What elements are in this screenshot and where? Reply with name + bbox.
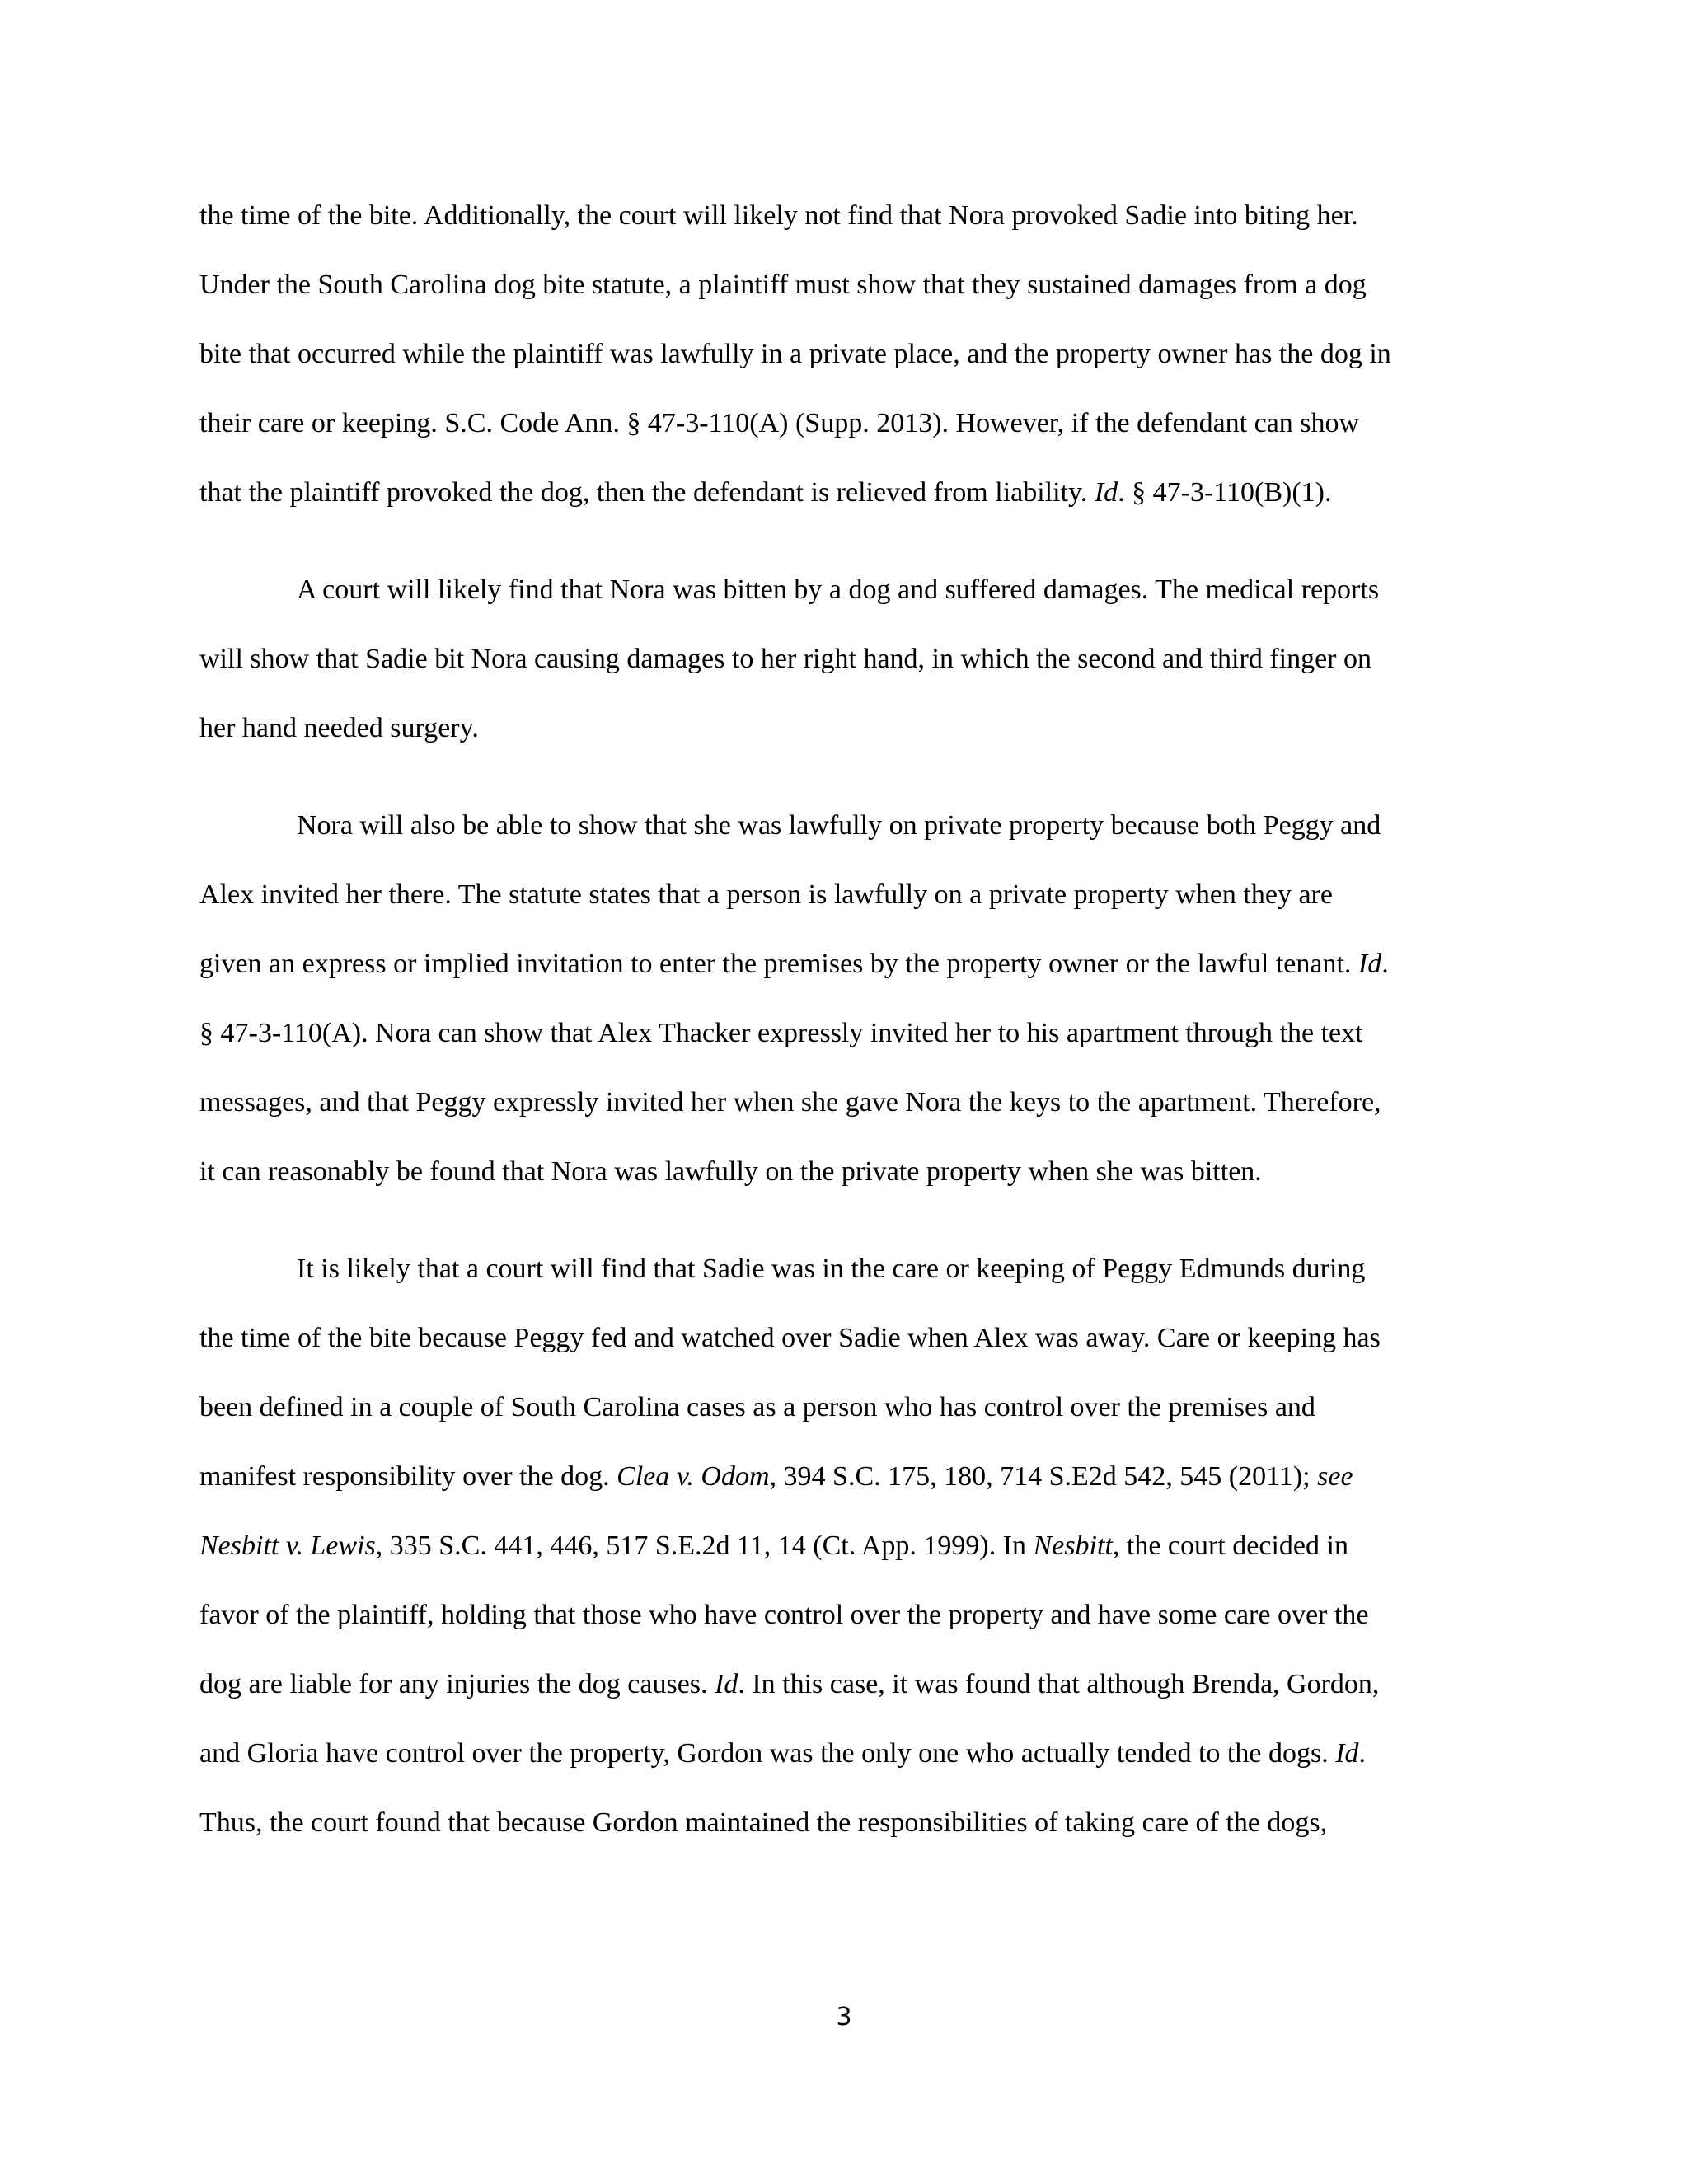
citation-italic: Id: [1357, 949, 1382, 979]
paragraph-gap: [199, 773, 1490, 801]
citation-italic: Id: [715, 1669, 738, 1699]
text-line: her hand needed surgery.: [199, 713, 479, 743]
text-line: A court will likely find that Nora was bitten by a dog and suffered damages. The medical reports: [297, 574, 1380, 605]
text-line: the time of the bite. Additionally, the court will likely not find that Nora provoked Sadie into biting her.: [199, 200, 1358, 231]
paragraph-2: [199, 565, 1490, 773]
text-line: it can reasonably be found that Nora was lawfully on the private property when she was bitten.: [199, 1156, 1262, 1187]
case-name-italic: Nesbitt v. Lewis: [199, 1530, 376, 1561]
text-line: and Gloria have control over the property, Gordon was the only one who actually tended to the dogs. Id.: [199, 1738, 1367, 1769]
page-number: 3: [836, 2003, 852, 2032]
text-line: dog are liable for any injuries the dog causes. Id. In this case, it was found that although Brenda, Gordon,: [199, 1669, 1380, 1699]
text-line: favor of the plaintiff, holding that those who have control over the property and have some care over the: [199, 1600, 1369, 1630]
citation-italic: Id: [1335, 1738, 1359, 1769]
text-line: Nora will also be able to show that she was lawfully on private property because both Peggy and: [297, 810, 1381, 841]
text-line: the time of the bite because Peggy fed and watched over Sadie when Alex was away. Care or keeping has: [199, 1323, 1381, 1353]
text-line: Thus, the court found that because Gordon maintained the responsibilities of taking care of the dogs,: [199, 1807, 1328, 1838]
paragraph-gap: [199, 1216, 1490, 1244]
citation-italic: Id: [1094, 477, 1118, 508]
text-line: Under the South Carolina dog bite statute, a plaintiff must show that they sustained damages from a dog: [199, 269, 1367, 300]
text-line: manifest responsibility over the dog. Clea v. Odom, 394 S.C. 175, 180, 714 S.E2d 542, 545 (2011); see: [199, 1461, 1353, 1492]
text-line: messages, and that Peggy expressly invited her when she gave Nora the keys to the apartment. Therefore,: [199, 1087, 1381, 1118]
text-line: their care or keeping. S.C. Code Ann. § 47-3-110(A) (Supp. 2013). However, if the defendant can show: [199, 408, 1360, 438]
paragraph-gap: [199, 537, 1490, 565]
paragraph-3: [199, 801, 1490, 1216]
text-line: Alex invited her there. The statute states that a person is lawfully on a private property when they are: [199, 879, 1333, 910]
body-text: [199, 191, 1490, 1868]
text-line: been defined in a couple of South Carolina cases as a person who has control over the premises and: [199, 1392, 1315, 1422]
text-line: Nesbitt v. Lewis, 335 S.C. 441, 446, 517 S.E.2d 11, 14 (Ct. App. 1999). In Nesbitt, the court decided in: [199, 1530, 1348, 1561]
case-name-italic: Clea v. Odom: [617, 1461, 770, 1492]
text-line: that the plaintiff provoked the dog, then the defendant is relieved from liability. Id. § 47-3-110(B)(1).: [199, 477, 1332, 508]
text-line: bite that occurred while the plaintiff was lawfully in a private place, and the property owner has the dog in: [199, 339, 1391, 369]
signal-italic: see: [1317, 1461, 1353, 1492]
case-name-italic: Nesbitt: [1033, 1530, 1113, 1561]
text-line: given an express or implied invitation to enter the premises by the property owner or the lawful tenant. Id.: [199, 949, 1389, 979]
text-line: It is likely that a court will find that Sadie was in the care or keeping of Peggy Edmunds during: [297, 1254, 1366, 1284]
text-line: § 47-3-110(A). Nora can show that Alex Thacker expressly invited her to his apartment through the text: [199, 1018, 1363, 1048]
paragraph-1: [199, 191, 1490, 537]
text-line: will show that Sadie bit Nora causing damages to her right hand, in which the second and third finger on: [199, 644, 1372, 674]
paragraph-4: [199, 1244, 1490, 1868]
